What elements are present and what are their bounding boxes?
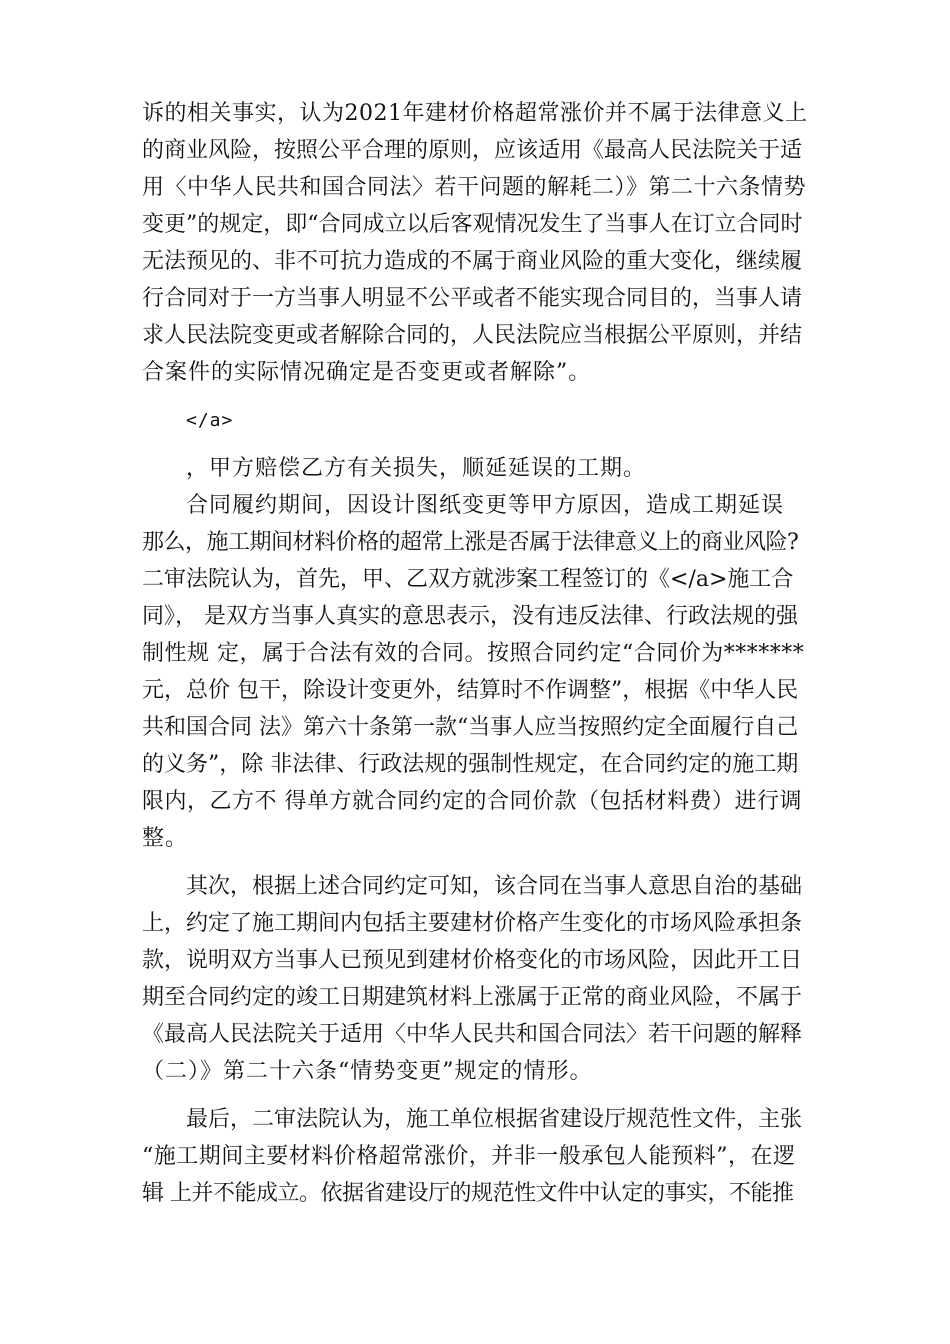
text-line: 合案件的实际情况确定是否变更或者解除”。 (142, 360, 592, 385)
text-line: “施工期间主要材料价格超常涨价，并非一般承包人能预料”，在逻 (142, 1144, 796, 1169)
text-line: 元，总价 包干，除设计变更外，结算时不作调整”，根据《中华人民 (142, 678, 799, 703)
text-line: 无法预见的、非不可抗力造成的不属于商业风险的重大变化，继续履 (142, 249, 803, 274)
text-line: ，甲方赔偿乙方有关损失，顺延延误的工期。 (186, 456, 647, 481)
text-line: 期至合同约定的竣工日期建筑材料上涨属于正常的商业风险，不属于 (142, 985, 803, 1010)
text-line: 制性规 定，属于合法有效的合同。按照合同约定“合同价为******* (142, 641, 805, 666)
stray-tag-text: </a> (186, 410, 234, 431)
text-line: 最后，二审法院认为，施工单位根据省建设厅规范性文件，主张 (186, 1107, 803, 1132)
text-line: （二）》第二十六条“情势变更”规定的情形。 (142, 1059, 593, 1084)
text-line: 的商业风险，按照公平合理的原则，应该适用《最高人民法院关于适 (142, 138, 803, 163)
text-line: 行合同对于一方当事人明显不公平或者不能实现合同目的，当事人请 (142, 286, 803, 311)
text-line: 《最高人民法院关于适用〈中华人民共和国合同法〉若干问题的解释 (142, 1022, 803, 1047)
text-line: 的义务”，除 非法律、行政法规的强制性规定，在合同约定的施工期 (142, 752, 799, 777)
text-line: 同》， 是双方当事人真实的意思表示，没有违反法律、行政法规的强 (142, 604, 798, 629)
text-line: 上，约定了施工期间内包括主要建材价格产生变化的市场风险承担条 (142, 911, 803, 936)
text-line: 其次，根据上述合同约定可知，该合同在当事人意思自治的基础 (186, 874, 803, 899)
text-line: 求人民法院变更或者解除合同的，人民法院应当根据公平原则，并结 (142, 323, 803, 348)
text-line: 变更”的规定，即“合同成立以后客观情况发生了当事人在订立合同时 (142, 212, 803, 237)
text-line: 辑 上并不能成立。依据省建设厅的规范性文件中认定的事实，不能推 (142, 1181, 794, 1206)
text-line: 整。 (142, 826, 189, 851)
text-line: 共和国合同 法》第六十条第一款“当事人应当按照约定全面履行自己 (142, 715, 799, 740)
text-line: 用〈中华人民共和国合同法〉若干问题的解耗二）》第二十六条情势 (142, 175, 807, 200)
text-line: 那么，施工期间材料价格的超常上涨是否属于法律意义上的商业风险? (142, 530, 799, 555)
text-line: 限内，乙方不 得单方就合同约定的合同价款（包括材料费）进行调 (142, 789, 802, 814)
text-line: 二审法院认为，首先，甲、乙双方就涉案工程签订的《</a>施工合 (142, 567, 794, 592)
text-line: 诉的相关事实，认为2021年建材价格超常涨价并不属于法律意义上 (142, 101, 808, 126)
text-line: 合同履约期间，因设计图纸变更等甲方原因，造成工期延误 (186, 493, 785, 518)
text-line: 款，说明双方当事人已预见到建材价格变化的市场风险，因此开工日 (142, 948, 803, 973)
